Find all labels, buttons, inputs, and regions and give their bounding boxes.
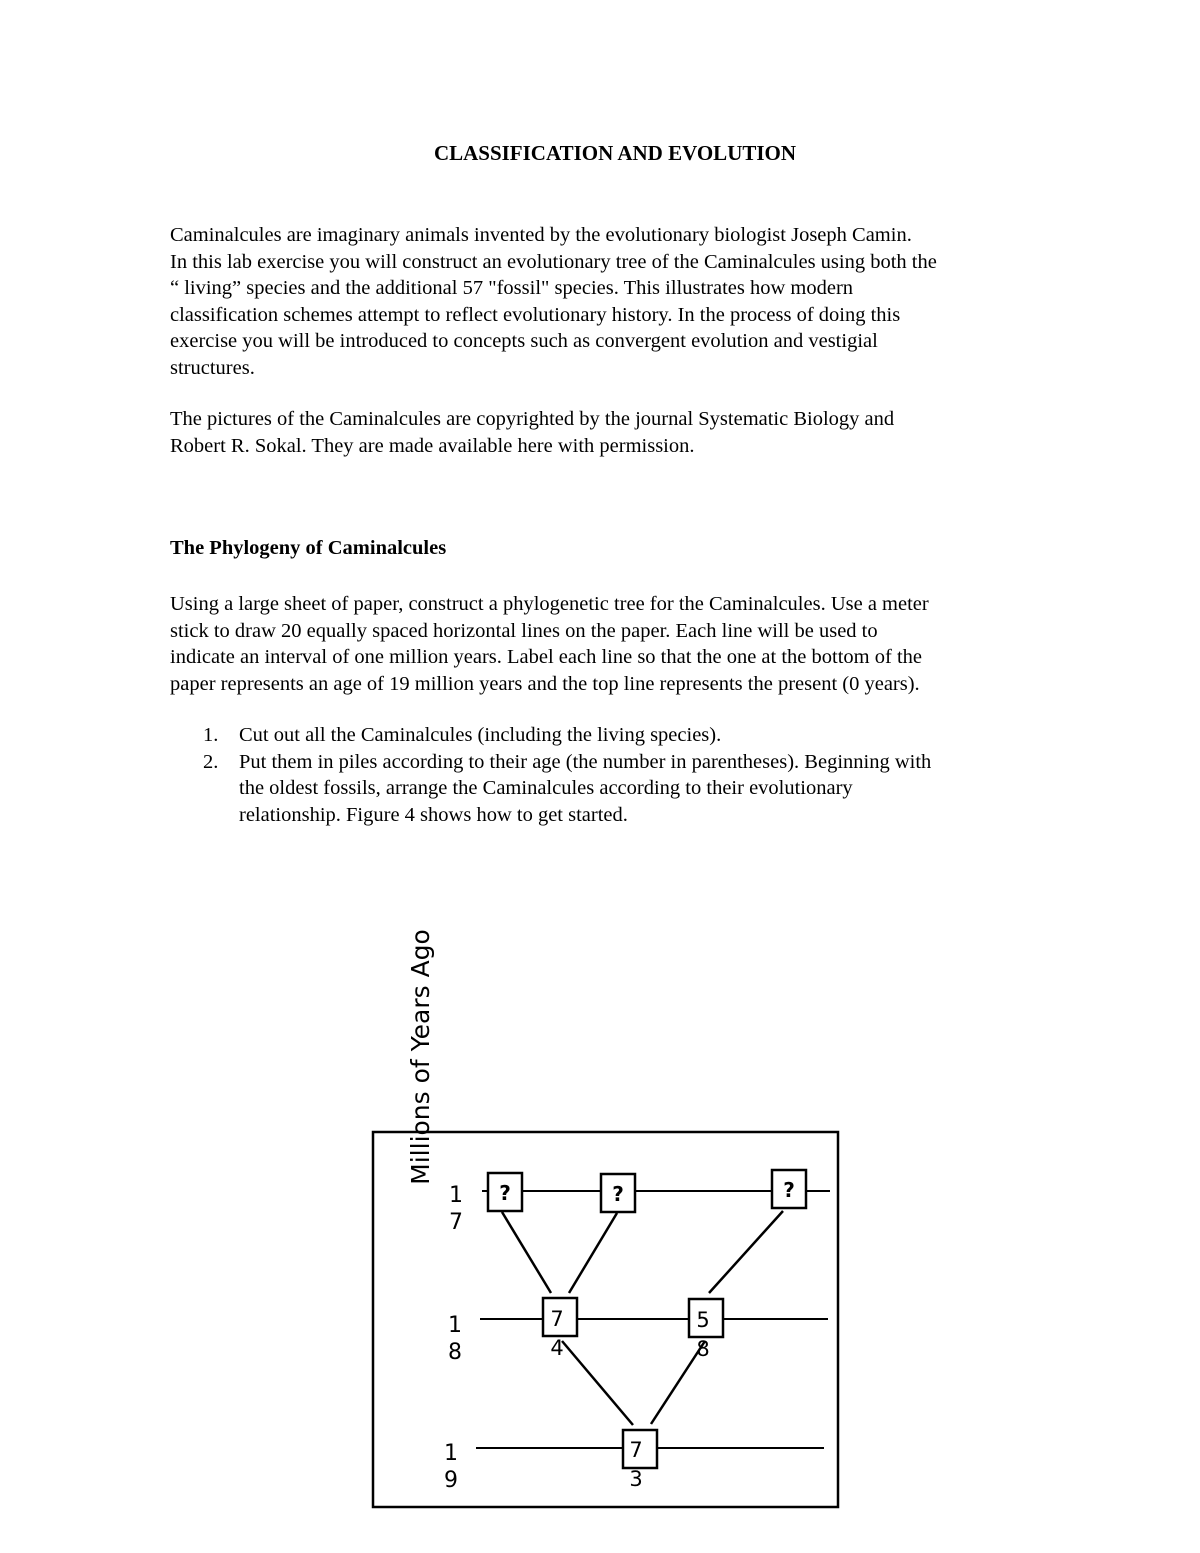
copyright-line: Robert R. Sokal. They are made available here with permission. xyxy=(170,434,695,457)
axis-label: Millions of Years Ago xyxy=(406,929,435,1185)
node-number-digit: 7 xyxy=(629,1438,643,1462)
node-number-digit: 7 xyxy=(550,1307,564,1331)
list-number: 2. xyxy=(203,750,219,773)
list-line: Cut out all the Caminalcules (including the living species). xyxy=(239,724,722,746)
list-line: relationship. Figure 4 shows how to get started. xyxy=(239,803,628,826)
list-line: the oldest fossils, arrange the Caminalcules according to their evolutionary xyxy=(239,777,853,799)
intro-line: structures. xyxy=(170,356,255,379)
branch-line xyxy=(562,1341,633,1425)
instructions-line: indicate an interval of one million years. Label each line so that the one at the bottom of the xyxy=(170,646,922,668)
time-lines xyxy=(476,1191,830,1448)
row-label-digit: 9 xyxy=(444,1468,458,1493)
page-title: CLASSIFICATION AND EVOLUTION xyxy=(433,141,797,165)
copyright-line: The pictures of the Caminalcules are copyrighted by the journal Systematic Biology and xyxy=(170,408,895,430)
branch-line xyxy=(709,1211,783,1293)
row-label-digit: 1 xyxy=(444,1441,458,1466)
list-line: Put them in piles according to their age (the number in parentheses). Beginning with xyxy=(239,750,932,773)
instructions-line: Using a large sheet of paper, construct a phylogenetic tree for the Caminalcules. Use a meter xyxy=(170,593,929,615)
intro-line: “ living” species and the additional 57 "fossil" species. This illustrates how modern xyxy=(170,277,854,299)
row-label-digit: 1 xyxy=(448,1313,462,1338)
node-number-digit: 8 xyxy=(696,1337,710,1361)
intro-line: classification schemes attempt to reflect evolutionary history. In the process of doing this xyxy=(170,303,901,326)
section-heading: The Phylogeny of Caminalcules xyxy=(170,537,447,559)
intro-line: Caminalcules are imaginary animals invented by the evolutionary biologist Joseph Camin. xyxy=(170,224,912,246)
instructions-line: stick to draw 20 equally spaced horizontal lines on the paper. Each line will be used to xyxy=(170,619,878,642)
node-number-digit: 3 xyxy=(629,1467,643,1491)
branch-line xyxy=(502,1212,551,1293)
row-label-digit: 7 xyxy=(449,1210,463,1235)
row-label-digit: 1 xyxy=(449,1183,463,1208)
intro-line: In this lab exercise you will construct an evolutionary tree of the Caminalcules using both the xyxy=(170,250,937,273)
unknown-label: ? xyxy=(612,1182,624,1206)
node-number-digit: 4 xyxy=(550,1336,564,1360)
row-label-digit: 8 xyxy=(448,1340,462,1365)
intro-line: exercise you will be introduced to concepts such as convergent evolution and vestigial xyxy=(170,330,878,352)
instructions-line: paper represents an age of 19 million years and the top line represents the present (0 years). xyxy=(170,672,920,695)
unknown-label: ? xyxy=(499,1181,511,1205)
node-number-digit: 5 xyxy=(696,1308,710,1332)
branch-line xyxy=(569,1213,617,1293)
unknown-label: ? xyxy=(783,1178,795,1202)
list-number: 1. xyxy=(203,724,219,746)
